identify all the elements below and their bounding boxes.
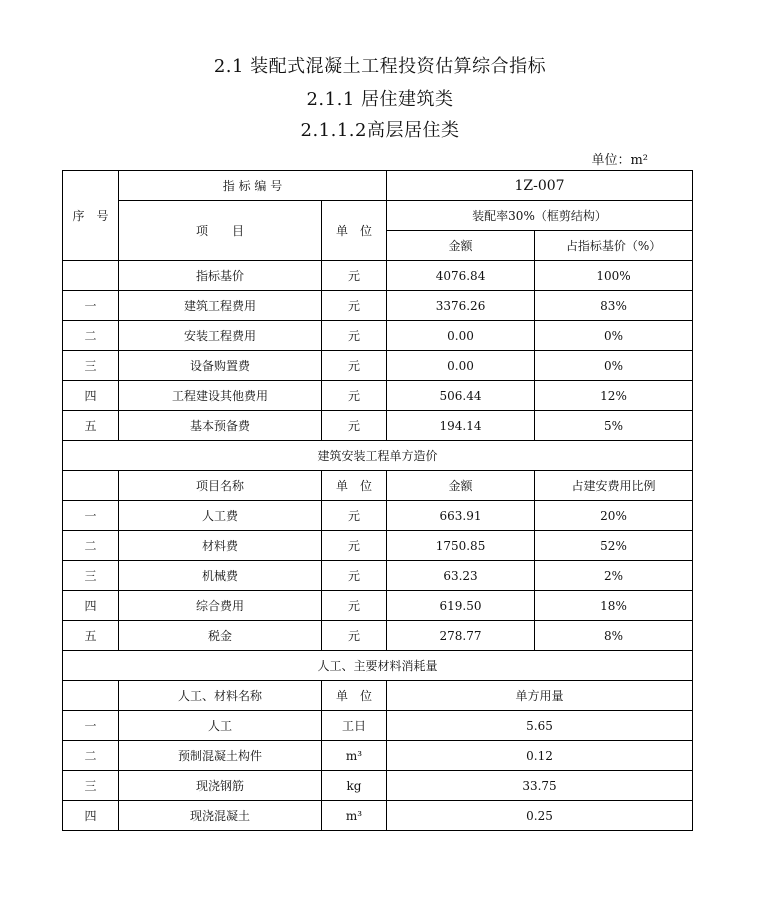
cell-seq xyxy=(63,681,119,711)
table-row xyxy=(63,771,693,801)
cell-item: 税金 xyxy=(119,621,322,651)
col-unit: 单 位 xyxy=(322,681,387,711)
cell-unit: 元 xyxy=(322,621,387,651)
cell-amount: 1750.85 xyxy=(387,531,535,561)
table-row xyxy=(63,501,693,531)
cell-ratio: 0% xyxy=(535,351,693,381)
table-row xyxy=(63,411,693,441)
cell-amount: 4076.84 xyxy=(387,261,535,291)
col-material-name: 人工、材料名称 xyxy=(119,681,322,711)
table-row xyxy=(63,381,693,411)
cell-item: 设备购置费 xyxy=(119,351,322,381)
cell-seq: 四 xyxy=(63,381,119,411)
cell-seq: 四 xyxy=(63,801,119,831)
cell-unit: m³ xyxy=(322,741,387,771)
cell-unit: 元 xyxy=(322,261,387,291)
header-item: 项 目 xyxy=(119,201,322,261)
cell-item: 安装工程费用 xyxy=(119,321,322,351)
cell-amount: 194.14 xyxy=(387,411,535,441)
table-row xyxy=(63,741,693,771)
section-title-row xyxy=(63,651,693,681)
col-item-name: 项目名称 xyxy=(119,471,322,501)
cell-seq: 三 xyxy=(63,561,119,591)
header-unit: 单 位 xyxy=(322,201,387,261)
cell-unit: 元 xyxy=(322,351,387,381)
cell-item: 现浇钢筋 xyxy=(119,771,322,801)
cell-unit: 元 xyxy=(322,411,387,441)
table-row xyxy=(63,531,693,561)
table-row xyxy=(63,561,693,591)
cell-item: 指标基价 xyxy=(119,261,322,291)
cell-seq: 一 xyxy=(63,291,119,321)
header-index-code-label: 指 标 编 号 xyxy=(119,171,387,201)
col-amount: 金额 xyxy=(387,471,535,501)
cell-seq: 三 xyxy=(63,771,119,801)
cell-seq: 二 xyxy=(63,321,119,351)
col-quantity: 单方用量 xyxy=(387,681,693,711)
cell-item: 综合费用 xyxy=(119,591,322,621)
cell-amount: 506.44 xyxy=(387,381,535,411)
cell-seq: 五 xyxy=(63,411,119,441)
cell-seq: 二 xyxy=(63,741,119,771)
table-row xyxy=(63,291,693,321)
table-row xyxy=(63,321,693,351)
section-header-row xyxy=(63,471,693,501)
cell-amount: 63.23 xyxy=(387,561,535,591)
header-index-code-value: 1Z-007 xyxy=(387,171,693,201)
cell-ratio: 12% xyxy=(535,381,693,411)
section-title-row xyxy=(63,441,693,471)
cell-item: 机械费 xyxy=(119,561,322,591)
section-title-consumption: 人工、主要材料消耗量 xyxy=(63,651,693,681)
table-row xyxy=(63,621,693,651)
header-seq: 序 号 xyxy=(63,171,119,261)
cell-unit: 元 xyxy=(322,321,387,351)
table-row xyxy=(63,351,693,381)
cell-amount: 3376.26 xyxy=(387,291,535,321)
header-assembly-rate: 装配率30%（框剪结构） xyxy=(387,201,693,231)
cell-unit: 元 xyxy=(322,591,387,621)
cell-amount: 278.77 xyxy=(387,621,535,651)
header-row-1 xyxy=(63,171,693,201)
cell-unit: m³ xyxy=(322,801,387,831)
section-header-row xyxy=(63,681,693,711)
cell-item: 工程建设其他费用 xyxy=(119,381,322,411)
cell-item: 预制混凝土构件 xyxy=(119,741,322,771)
cell-quantity: 0.12 xyxy=(387,741,693,771)
header-row-2 xyxy=(63,201,693,231)
cell-amount: 619.50 xyxy=(387,591,535,621)
cell-quantity: 33.75 xyxy=(387,771,693,801)
table-row xyxy=(63,711,693,741)
cell-unit: 元 xyxy=(322,501,387,531)
cell-ratio: 8% xyxy=(535,621,693,651)
cell-unit: 元 xyxy=(322,291,387,321)
cell-ratio: 20% xyxy=(535,501,693,531)
cell-seq: 二 xyxy=(63,531,119,561)
header-ratio: 占指标基价（%） xyxy=(535,231,693,261)
cell-unit: 工日 xyxy=(322,711,387,741)
cell-ratio: 18% xyxy=(535,591,693,621)
cell-ratio: 5% xyxy=(535,411,693,441)
cell-seq: 五 xyxy=(63,621,119,651)
cell-unit: kg xyxy=(322,771,387,801)
col-unit: 单 位 xyxy=(322,471,387,501)
index-table xyxy=(62,170,693,831)
cell-ratio: 2% xyxy=(535,561,693,591)
cell-seq: 四 xyxy=(63,591,119,621)
cell-seq: 一 xyxy=(63,711,119,741)
cell-ratio: 100% xyxy=(535,261,693,291)
cell-seq xyxy=(63,471,119,501)
cell-ratio: 0% xyxy=(535,321,693,351)
table-row xyxy=(63,801,693,831)
cell-quantity: 5.65 xyxy=(387,711,693,741)
cell-quantity: 0.25 xyxy=(387,801,693,831)
cell-seq: 三 xyxy=(63,351,119,381)
cell-item: 现浇混凝土 xyxy=(119,801,322,831)
subtitle-subcategory: 2.1.1.2高层居住类 xyxy=(300,120,460,141)
section-title-construction-cost: 建筑安装工程单方造价 xyxy=(63,441,693,471)
col-ratio: 占建安费用比例 xyxy=(535,471,693,501)
cell-seq xyxy=(63,261,119,291)
table-row xyxy=(63,261,693,291)
cell-item: 人工 xyxy=(119,711,322,741)
cell-item: 基本预备费 xyxy=(119,411,322,441)
cell-ratio: 52% xyxy=(535,531,693,561)
cell-item: 材料费 xyxy=(119,531,322,561)
cell-seq: 一 xyxy=(63,501,119,531)
cell-amount: 0.00 xyxy=(387,351,535,381)
cell-amount: 0.00 xyxy=(387,321,535,351)
main-title: 2.1 装配式混凝土工程投资估算综合指标 xyxy=(213,56,547,77)
header-amount: 金额 xyxy=(387,231,535,261)
subtitle-category: 2.1.1 居住建筑类 xyxy=(306,89,454,110)
cell-amount: 663.91 xyxy=(387,501,535,531)
cell-item: 建筑工程费用 xyxy=(119,291,322,321)
cell-ratio: 83% xyxy=(535,291,693,321)
cell-unit: 元 xyxy=(322,531,387,561)
cell-item: 人工费 xyxy=(119,501,322,531)
cell-unit: 元 xyxy=(322,381,387,411)
cell-unit: 元 xyxy=(322,561,387,591)
table-row xyxy=(63,591,693,621)
unit-note: 单位：m² xyxy=(591,153,648,168)
